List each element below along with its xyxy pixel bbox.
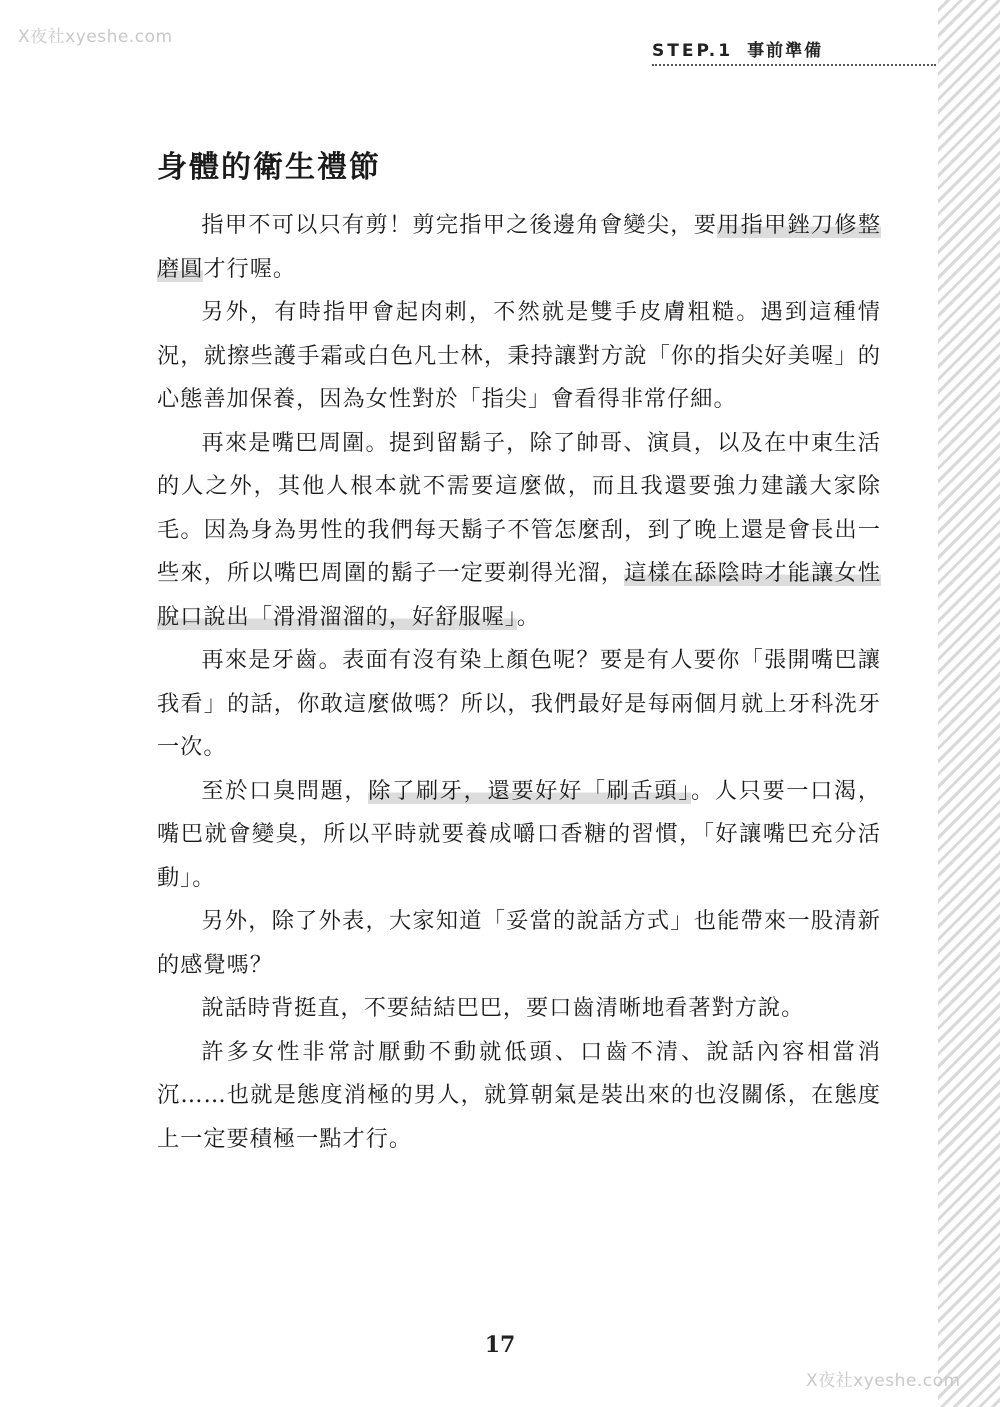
paragraph-text: 另外，除了外表，大家知道「妥當的說話方式」也能帶來一股清新的感覺嗎？: [157, 908, 881, 978]
paragraph-text: 另外，有時指甲會起肉刺，不然就是雙手皮膚粗糙。遇到這種情況，就擦些護手霜或白色凡士林，秉持讓對方說「你的指尖好美喔」的心態善加保養，因為女性對於「指尖」會看得非常仔細。: [157, 299, 881, 412]
paragraph-text: 再來是嘴巴周圍。提到留鬍子，除了帥哥、演員，以及在中東生活的人之外，其他人根本就不需要這麼做，而且我還要強力建議大家除毛。因為身為男性的我們每天鬍子不管怎麼刮，到了晚上還是會長出一些來，所以嘴巴周圍的鬍子一定要剃得光溜，: [157, 429, 881, 586]
paragraph: [157, 639, 881, 770]
paragraph: [157, 987, 881, 1031]
paragraph-text: 才行喔。: [203, 255, 297, 282]
paragraph: [157, 1031, 881, 1162]
highlighted-text: 除了刷牙，還要好好「刷舌頭」: [368, 777, 691, 804]
running-head-chapter: 事前準備: [747, 41, 824, 61]
paragraph-text: 至於口臭問題，: [201, 777, 369, 804]
paragraph: [157, 204, 881, 291]
running-head: [652, 36, 934, 61]
paragraph: [157, 291, 881, 422]
highlighted-text: 用指甲銼刀修整磨圓: [157, 212, 882, 282]
watermark-top: X夜社xyeshe.com: [18, 27, 173, 47]
paragraph-text: 指甲不可以只有剪！剪完指甲之後邊角會變尖，要: [201, 212, 718, 238]
watermark-bottom: X夜社xyeshe.com: [806, 1371, 961, 1391]
paragraph: [157, 422, 881, 640]
body-text: [157, 204, 881, 1161]
running-head-divider: [652, 64, 936, 66]
page-number: 17: [484, 1332, 516, 1358]
running-head-step: STEP.1: [652, 41, 734, 61]
paragraph: [157, 900, 881, 987]
section-title: 身體的衛生禮節: [157, 150, 381, 185]
paragraph-text: 。人只要一口渴，嘴巴就會變臭，所以平時就要養成嚼口香糖的習慣，「好讓嘴巴充分活動」。: [157, 777, 882, 891]
paragraph-text: 。: [516, 603, 541, 630]
decorative-side-stripe: [938, 0, 1000, 1407]
paragraph-text: 再來是牙齒。表面有沒有染上顏色呢？要是有人要你「張開嘴巴讓我看」的話，你敢這麼做嗎？所以，我們最好是每兩個月就上牙科洗牙一次。: [157, 647, 881, 760]
paragraph: [157, 770, 881, 901]
paragraph-text: 說話時背挺直，不要結結巴巴，要口齒清晰地看著對方說。: [201, 995, 805, 1021]
paragraph-text: 許多女性非常討厭動不動就低頭、口齒不清、說話內容相當消沉……也就是態度消極的男人，就算朝氣是裝出來的也沒關係，在態度上一定要積極一點才行。: [157, 1038, 881, 1152]
highlighted-text: 這樣在舔陰時才能讓女性脫口說出「滑滑溜溜的，好舒服喔」: [157, 560, 882, 630]
